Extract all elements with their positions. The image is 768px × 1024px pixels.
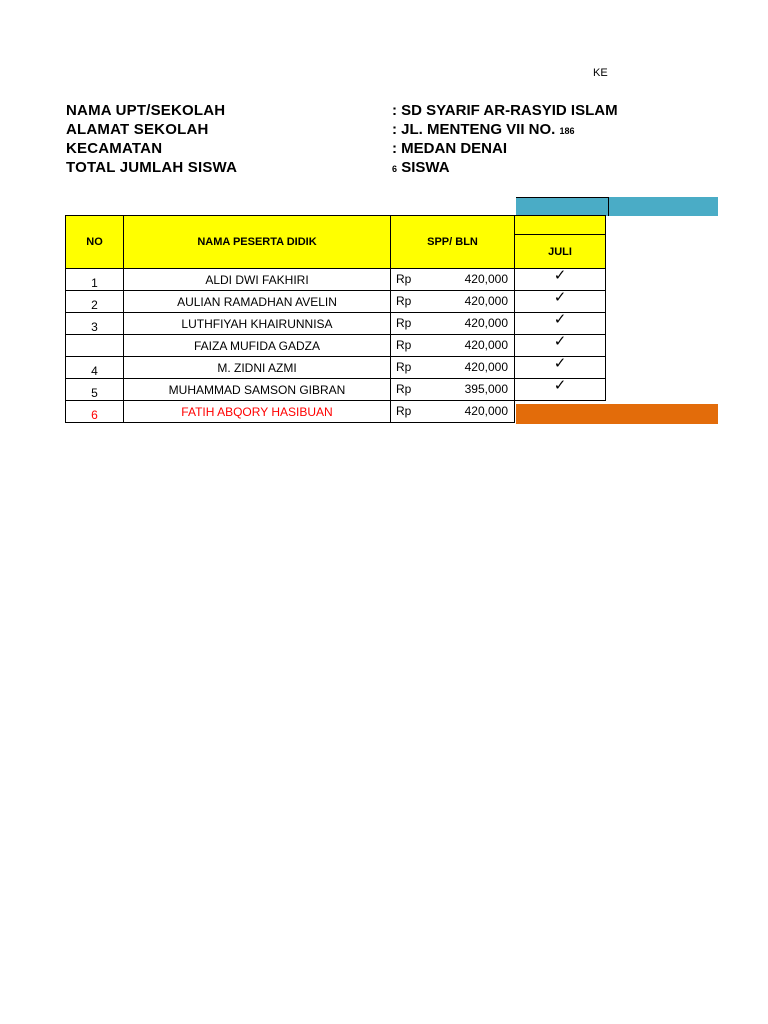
row-amount: 420,000: [464, 294, 508, 308]
table-header-row: [66, 216, 606, 269]
header-juli: JULI: [515, 234, 605, 268]
table-row[interactable]: [66, 357, 606, 379]
school-address-value: [392, 121, 575, 138]
row-no: 1: [66, 269, 124, 291]
currency-label: Rp: [396, 404, 412, 418]
table-row[interactable]: [66, 379, 606, 401]
row-name: AULIAN RAMADHAN AVELIN: [124, 291, 391, 313]
row-name: FAIZA MUFIDA GADZA: [124, 335, 391, 357]
row-juli[interactable]: [515, 376, 606, 401]
row-name: LUTHFIYAH KHAIRUNNISA: [124, 313, 391, 335]
school-address-label: ALAMAT SEKOLAH: [66, 121, 209, 138]
district-label: KECAMATAN: [66, 140, 163, 157]
check-icon: ✓: [553, 310, 567, 328]
row-amount: 420,000: [464, 338, 508, 352]
row-spp: [391, 269, 515, 291]
row-no: [66, 335, 124, 357]
row-spp: [391, 357, 515, 379]
row-spp: [391, 335, 515, 357]
header-month[interactable]: [515, 216, 606, 269]
unpaid-highlight: [516, 404, 718, 424]
row-name: FATIH ABQORY HASIBUAN: [124, 401, 391, 423]
row-name: MUHAMMAD SAMSON GIBRAN: [124, 379, 391, 401]
row-amount: 420,000: [464, 360, 508, 374]
month-group-border: [516, 197, 609, 216]
currency-label: Rp: [396, 382, 412, 396]
table-row[interactable]: [66, 335, 606, 357]
school-name-label: NAMA UPT/SEKOLAH: [66, 102, 226, 119]
row-spp: [391, 401, 515, 423]
header-name[interactable]: NAMA PESERTA DIDIK: [124, 216, 391, 269]
table-row[interactable]: [66, 269, 606, 291]
table-row[interactable]: [66, 291, 606, 313]
currency-label: Rp: [396, 294, 412, 308]
row-spp: [391, 291, 515, 313]
header-no[interactable]: NO: [66, 216, 124, 269]
row-amount: 420,000: [464, 272, 508, 286]
currency-label: Rp: [396, 338, 412, 352]
total-students-value: [392, 159, 450, 176]
row-amount: 420,000: [464, 404, 508, 418]
check-icon: ✓: [553, 288, 567, 306]
school-address-number: 186: [559, 126, 575, 136]
row-name: M. ZIDNI AZMI: [124, 357, 391, 379]
currency-label: Rp: [396, 360, 412, 374]
row-no: 2: [66, 291, 124, 313]
table-row[interactable]: [66, 313, 606, 335]
school-address-text: : JL. MENTENG VII NO.: [392, 121, 556, 138]
header-fragment: KE: [593, 67, 608, 79]
row-no: 5: [66, 379, 124, 401]
row-name: ALDI DWI FAKHIRI: [124, 269, 391, 291]
check-icon: ✓: [553, 376, 567, 394]
row-no: 3: [66, 313, 124, 335]
currency-label: Rp: [396, 316, 412, 330]
row-amount: 420,000: [464, 316, 508, 330]
row-no: 6: [66, 401, 124, 423]
school-name-text: : SD SYARIF AR-RASYID ISLAM: [392, 102, 618, 119]
payment-table: [65, 215, 606, 423]
district-value: [392, 140, 507, 157]
school-name-value: [392, 102, 618, 119]
total-students-unit: SISWA: [401, 159, 450, 176]
check-icon: ✓: [553, 354, 567, 372]
total-students-count: 6: [392, 164, 398, 174]
check-icon: ✓: [553, 332, 567, 350]
district-text: : MEDAN DENAI: [392, 140, 507, 157]
currency-label: Rp: [396, 272, 412, 286]
header-spp[interactable]: SPP/ BLN: [391, 216, 515, 269]
row-no: 4: [66, 357, 124, 379]
row-spp: [391, 379, 515, 401]
row-amount: 395,000: [464, 382, 508, 396]
row-spp: [391, 313, 515, 335]
total-students-label: TOTAL JUMLAH SISWA: [66, 159, 238, 176]
check-icon: ✓: [553, 266, 567, 284]
header-month-spacer: [515, 216, 605, 234]
